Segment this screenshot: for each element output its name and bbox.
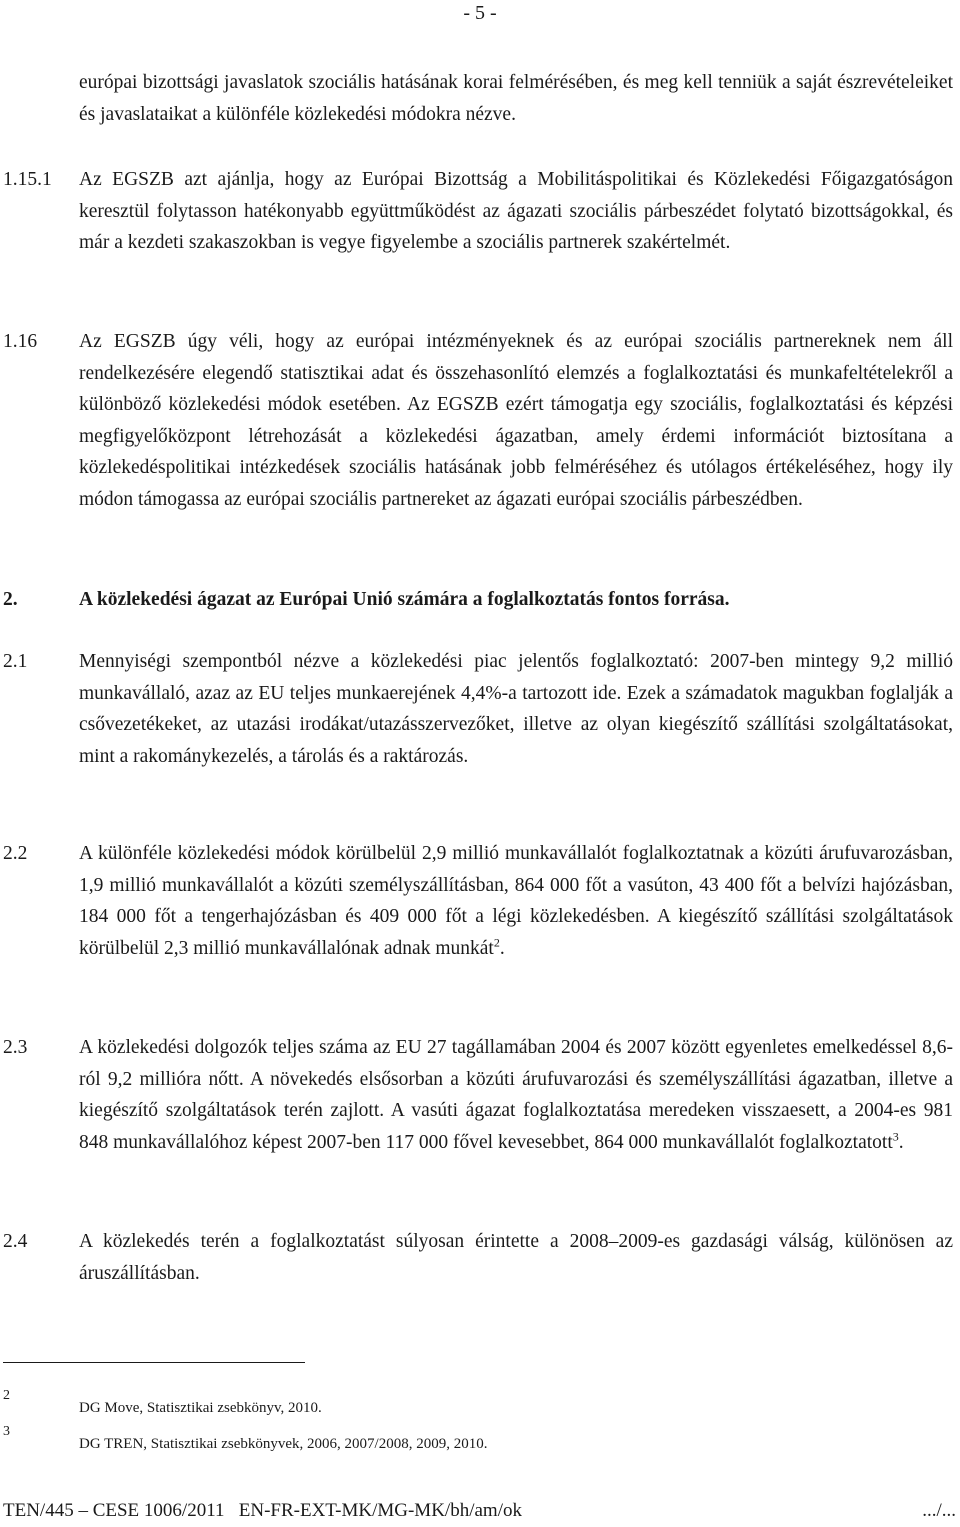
section-number: 2.2 [3,843,28,864]
chapter-heading: A közlekedési ágazat az Európai Unió számára a foglalkoztatás fontos forrása. [79,589,730,610]
paragraph-tail: . [499,937,505,959]
footnote-mark: 3 [3,1424,10,1439]
section-paragraph: Az EGSZB azt ajánlja, hogy az Európai Bizottság a Mobilitáspolitikai és Közlekedési Főigazgatóságon keresztül folytasson hatékonyabb együttműködést az ágazati szociális párbeszédet folytató bizottságokkal, és már a kezdeti szakaszokban is vegye figyelembe a szociális partnerek szakértelmét. [79,169,953,253]
section-paragraph: Mennyiségi szempontból nézve a közlekedési piac jelentős foglalkoztató: 2007-ben mintegy 9,2 millió munkavállaló, azaz az EU teljes munkaerejének 4,4%-a tartozott ide. Ezek a számadatok magukban foglalják a csővezetékeket, az utazási irodákat/utazásszervezőket, illetve az olyan kiegészítő szállítási szolgáltatásokat, mint a rakománykezelés, a tárolás és a raktározás. [79,651,953,767]
section-paragraph: A közlekedés terén a foglalkoztatást súlyosan érintette a 2008–2009-es gazdasági válság, különösen az áruszállításban. [79,1231,953,1284]
paragraph-text: A különféle közlekedési módok körülbelül 2,9 millió munkavállalót foglalkoztatnak a közúti árufuvarozásban, 1,9 millió munkavállalót a közúti személyszállításban, 864 000 főt a vasúton, 43 400 főt a belvízi hajózásban, 184 000 főt a tengerhajózásban és 409 000 főt a légi közlekedésben. A kiegészítő szállítási szolgáltatások körülbelül 2,3 millió munkavállalónak adnak munkát [79,843,953,959]
section-number: 1.15.1 [3,169,52,190]
intro-paragraph: európai bizottsági javaslatok szociális hatásának korai felmérésében, és meg kell tenniük a saját észrevételeiket és javaslataikat a különféle közlekedési módokra nézve. [79,72,953,125]
footnote-mark: 2 [3,1388,10,1403]
footnote-text: DG TREN, Statisztikai zsebkönyvek, 2006, 2007/2008, 2009, 2010. [79,1436,488,1452]
section-paragraph [79,838,953,964]
footnote-separator [3,1362,305,1363]
paragraph-tail: . [898,1131,904,1153]
continuation-mark: .../... [922,1500,956,1521]
document-reference: TEN/445 – CESE 1006/2011 EN-FR-EXT-MK/MG-MK/bh/am/ok [3,1500,522,1521]
section-paragraph [79,1032,953,1158]
footnote-text: DG Move, Statisztikai zsebkönyv, 2010. [79,1400,322,1416]
page-number: - 5 - [463,2,497,24]
chapter-number: 2. [3,589,18,610]
section-number: 2.1 [3,651,28,672]
footnote-ref: 3 [892,1129,899,1143]
section-number: 2.4 [3,1231,28,1252]
section-number: 1.16 [3,331,38,352]
section-number: 2.3 [3,1037,28,1058]
section-paragraph: Az EGSZB úgy véli, hogy az európai intézményeknek és az európai szociális partnereknek nem áll rendelkezésére elegendő statisztikai adat és összehasonlító elemzés a foglalkoztatási és munkafeltételekről a különböző közlekedési módok esetében. Az EGSZB ezért támogatja egy szociális, foglalkoztatási és képzési megfigyelőközpont létrehozását a közlekedési ágazatban, amely érdemi információt biztosítana a közlekedéspolitikai intézkedések szociális hatásának jobb felméréséhez és utólagos értékeléséhez, hogy ily módon támogassa az európai szociális partnereket az ágazati európai szociális párbeszédben. [79,331,953,510]
paragraph-text: A közlekedési dolgozók teljes száma az EU 27 tagállamában 2004 és 2007 között egyenletes emelkedéssel 8,6-ról 9,2 millióra nőtt. A növekedés elsősorban a közúti árufuvarozási és személyszállítási ágazatban, illetve a kiegészítő szolgáltatások terén zajlott. A vasúti ágazat foglalkoztatása meredeken visszaesett, a 2004-es 981 848 munkavállalóhoz képest 2007-ben 117 000 fővel kevesebbet, 864 000 munkavállalót foglalkoztatott [79,1037,953,1153]
footnote-ref: 2 [493,935,500,949]
